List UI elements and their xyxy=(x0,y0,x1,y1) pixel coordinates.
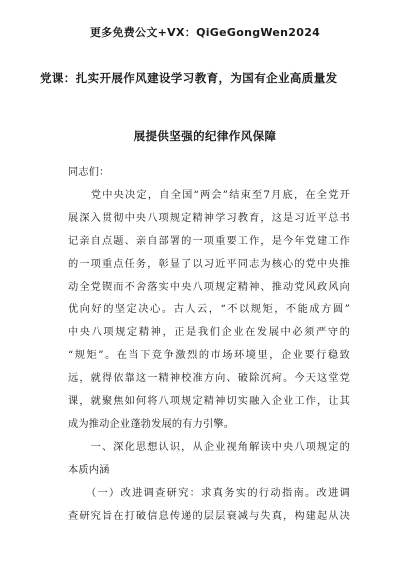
header-note: 更多免费公文+VX：QiGeGongWen2024 xyxy=(89,26,321,39)
body-line: 的一项重点任务，彰显了以习近平同志为核心的党中央推 xyxy=(68,258,350,270)
body-line: 优向好的坚定决心。古人云，“不以规矩，不能成方圆” xyxy=(68,304,350,316)
section-heading-line: 一、深化思想认识，从企业视角解读中央八项规定的 xyxy=(68,441,350,453)
document-title-line-1: 党课：扎实开展作风建设学习教育，为国有企业高质量发 xyxy=(40,71,338,85)
body-line: 记亲自点题、亲自部署的一项重要工作，是今年党建工作 xyxy=(68,235,350,247)
section-heading-line: 本质内涵 xyxy=(68,464,110,476)
body-line: 成为推动企业蓬勃发展的有力引擎。 xyxy=(68,418,235,430)
body-line: “规矩”。在当下竞争激烈的市场环境里，企业要行稳致 xyxy=(68,350,350,362)
body-line: 课，就聚焦如何将八项规定精神切实融入企业工作，让其 xyxy=(68,396,350,408)
body-line: 查研究旨在打破信息传递的层层衰减与失真，构建起从决 xyxy=(68,510,350,522)
body-line: 中央八项规定精神，正是我们企业在发展中必须严守的 xyxy=(68,327,350,339)
body-line: 展深入贯彻中央八项规定精神学习教育，这是习近平总书 xyxy=(68,212,350,224)
body-line: 远，就得依靠这一精神校准方向、破除沉疴。今天这堂党 xyxy=(68,373,350,385)
salutation: 同志们： xyxy=(68,167,110,178)
body-line: 动全党锲而不舍落实中央八项规定精神、推动党风政风向 xyxy=(68,281,350,293)
document-title-line-2: 展提供坚强的纪律作风保障 xyxy=(133,129,277,143)
document-body xyxy=(68,162,350,529)
body-line: （一）改进调查研究：求真务实的行动指南。改进调 xyxy=(68,487,350,499)
body-line: 党中央决定，自全国“两会”结束至7月底，在全党开 xyxy=(68,189,350,201)
